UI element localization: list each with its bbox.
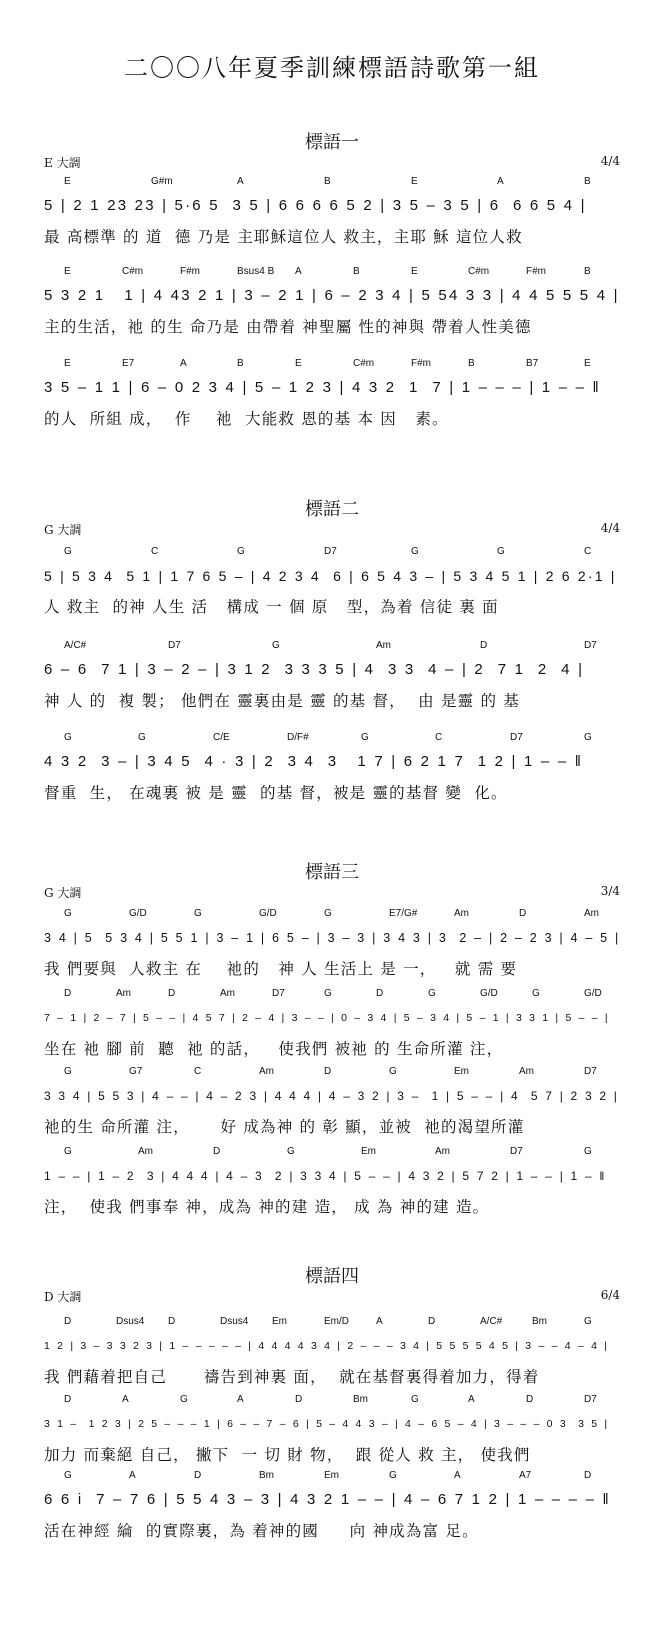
chord-symbol: G [180,1394,188,1405]
chord-symbol: Am [259,1066,274,1077]
chord-symbol: E7/G# [389,908,418,919]
notation-line: 6 6 i 7 – 7 6 | 5 5 4 3 – 3 | 4 3 2 1 – – | 4 – 6 7 1 2 | 1 – – – – ‖ [44,1491,611,1508]
chord-symbol: A [180,358,187,369]
slogan-section [0,858,664,900]
chord-symbol: G [287,1146,295,1157]
music-line [44,546,620,634]
chord-symbol: G [361,732,369,743]
chord-symbol: Bsus4 B [237,266,275,277]
chord-symbol: G [532,988,540,999]
chord-symbol: G [324,908,332,919]
notation-line: 1 – – | 1 – 2 3 | 4 4 4 | 4 – 3 2 | 3 3 4 | 5 – – | 4 3 2 | 5 7 2 | 1 – – | 1 – ‖ [44,1169,607,1183]
chord-line [44,266,620,282]
chord-symbol: Am [116,988,131,999]
chord-symbol: C [435,732,443,743]
chord-symbol: E [295,358,302,369]
chord-symbol: G [324,988,332,999]
chord-symbol: G [389,1470,397,1481]
chord-symbol: Em [272,1316,287,1327]
chord-symbol: D [64,1394,72,1405]
chord-symbol: A [129,1470,136,1481]
key-signature: G 大調 [44,523,82,537]
notation-line: 5 | 2 1 23 23 | 5·6 5 3 5 | 6 6 6 6 5 2 | 3 5 – 3 5 | 6 6 6 5 4 | [44,197,587,214]
chord-symbol: Am [220,988,235,999]
chord-symbol: G [64,546,72,557]
lyric-line: 我 們要與 人救主 在 祂的 神 人 生活上 是 一， 就 需 要 [44,960,518,978]
chord-symbol: Em [324,1470,339,1481]
chord-symbol: D7 [510,1146,523,1157]
chord-symbol: G [584,1316,592,1327]
chord-symbol: A [454,1470,461,1481]
music-line [44,908,620,996]
chord-symbol: G [272,640,280,651]
music-line [44,1316,620,1404]
chord-symbol: D [519,908,527,919]
chord-symbol: A [497,176,504,187]
notation-line: 5 3 2 1 1 | 4 43 2 1 | 3 – 2 1 | 6 – 2 3 4 | 5 54 3 3 | 4 4 5 5 5 4 | [44,287,620,304]
slogan-section [0,495,664,537]
chord-symbol: D [295,1394,303,1405]
chord-symbol: D7 [168,640,181,651]
chord-symbol: E [64,176,71,187]
chord-symbol: G [389,1066,397,1077]
chord-symbol: C#m [122,266,144,277]
chord-symbol: A [122,1394,129,1405]
chord-symbol: Am [376,640,391,651]
key-signature: D 大調 [44,1290,82,1304]
lyric-line: 督重 生， 在魂裏 被 是 靈 的基 督，被是 靈的基督 變 化。 [44,784,508,802]
chord-symbol: Em/D [324,1316,349,1327]
chord-symbol: D7 [584,1394,597,1405]
chord-symbol: D7 [324,546,337,557]
chord-symbol: A [237,176,244,187]
lyric-line: 祂的生 命所灌 注， 好 成為神 的 彰 顯，並被 祂的渴望所灌 [44,1118,525,1136]
slogan-section [0,128,664,170]
chord-symbol: D [213,1146,221,1157]
chord-symbol: D [376,988,384,999]
notation-line: 5 | 5 3 4 5 1 | 1 7 6 5 – | 4 2 3 4 6 | 6 5 4 3 – | 5 3 4 5 1 | 2 6 2·1 | [44,568,617,584]
chord-symbol: B [324,176,331,187]
chord-symbol: B [468,358,475,369]
slogan-section [0,1262,664,1304]
lyric-line: 坐在 祂 腳 前 聽 祂 的話， 使我們 被祂 的 生命所灌 注， [44,1040,504,1058]
chord-symbol: D7 [272,988,285,999]
chord-symbol: G [497,546,505,557]
chord-symbol: D [64,1316,72,1327]
chord-symbol: D [168,988,176,999]
music-line [44,1146,620,1234]
chord-symbol: A [237,1394,244,1405]
chord-line [44,908,620,924]
chord-line [44,640,620,656]
chord-symbol: A [468,1394,475,1405]
time-signature: 3/4 [600,884,620,898]
chord-symbol: D7 [584,1066,597,1077]
chord-symbol: G [64,1146,72,1157]
notation-line: 3 5 – 1 1 | 6 – 0 2 3 4 | 5 – 1 2 3 | 4 3 2 1 7 | 1 – – – | 1 – – ‖ [44,379,601,396]
chord-symbol: G [584,732,592,743]
chord-symbol: A7 [519,1470,532,1481]
notation-line: 1 2 | 3 – 3 3 2 3 | 1 – – – – – | 4 4 4 4 3 4 | 2 – – – 3 4 | 5 5 5 5 4 5 | 3 – – 4 – 4 | [44,1340,610,1352]
music-line [44,266,620,354]
chord-symbol: Em [361,1146,376,1157]
chord-symbol: D/F# [287,732,309,743]
music-line [44,1470,620,1558]
chord-symbol: D [584,1470,592,1481]
chord-symbol: D [324,1066,332,1077]
music-line [44,1066,620,1154]
section-title: 標語二 [305,499,359,520]
music-line [44,1394,620,1482]
chord-symbol: E [411,176,418,187]
time-signature: 6/4 [600,1288,620,1302]
chord-symbol: C [194,1066,202,1077]
chord-symbol: B [584,176,591,187]
lyric-line: 加力 而棄絕 自己， 撇下 一 切 財 物， 跟 從人 救 主， 使我們 [44,1446,531,1464]
chord-symbol: Am [584,908,599,919]
lyric-line: 我 們藉着把自己 禱告到神裏 面， 就在基督裏得着加力，得着 [44,1368,540,1386]
notation-line: 6 – 6 7 1 | 3 – 2 – | 3 1 2 3 3 3 5 | 4 3 3 4 – | 2 7 1 2 4 | [44,661,585,678]
lyric-line: 活在神經 綸 的實際裏，為 着神的國 向 神成為富 足。 [44,1522,479,1540]
notation-line: 4 3 2 3 – | 3 4 5 4 · 3 | 2 3 4 3 1 7 | 6 2 1 7 1 2 | 1 – – ‖ [44,753,584,770]
chord-symbol: G#m [151,176,173,187]
chord-symbol: D [194,1470,202,1481]
chord-symbol: F#m [180,266,200,277]
chord-line [44,176,620,192]
key-signature: G 大調 [44,886,82,900]
chord-symbol: G/D [584,988,602,999]
chord-symbol: E7 [122,358,135,369]
chord-line [44,358,620,374]
music-line [44,358,620,446]
section-title: 標語一 [305,132,359,153]
time-signature: 4/4 [600,154,620,168]
chord-symbol: G [64,732,72,743]
chord-symbol: G [64,908,72,919]
chord-line [44,1066,620,1082]
time-signature: 4/4 [600,521,620,535]
chord-symbol: D [428,1316,436,1327]
chord-symbol: Bm [532,1316,547,1327]
chord-symbol: A/C# [64,640,87,651]
chord-symbol: D [168,1316,176,1327]
chord-symbol: F#m [411,358,431,369]
chord-line [44,1146,620,1162]
chord-symbol: C/E [213,732,230,743]
chord-symbol: Am [519,1066,534,1077]
lyric-line: 主的生活，祂 的生 命乃是 由帶着 神聖屬 性的神與 帶着人性美德 [44,318,532,336]
chord-symbol: B [237,358,244,369]
chord-symbol: A [295,266,302,277]
chord-line [44,1316,620,1332]
chord-symbol: Dsus4 [220,1316,249,1327]
lyric-line: 的人 所組 成， 作 祂 大能救 恩的基 本 因 素。 [44,410,449,428]
chord-symbol: B [353,266,360,277]
key-signature: E 大調 [44,156,81,170]
chord-symbol: Bm [353,1394,368,1405]
chord-symbol: D7 [510,732,523,743]
chord-symbol: Am [435,1146,450,1157]
chord-symbol: G [194,908,202,919]
chord-symbol: G7 [129,1066,143,1077]
chord-symbol: G [64,1066,72,1077]
notation-line: 7 – 1 | 2 – 7 | 5 – – | 4 5 7 | 2 – 4 | 3 – – | 0 – 3 4 | 5 – 3 4 | 5 – 1 | 3 3 1 | 5 – – | [44,1012,610,1024]
chord-symbol: G/D [259,908,277,919]
chord-symbol: Bm [259,1470,274,1481]
chord-symbol: E [584,358,591,369]
chord-symbol: C [584,546,592,557]
chord-symbol: A [376,1316,383,1327]
chord-symbol: D7 [584,640,597,651]
chord-symbol: Am [454,908,469,919]
chord-line [44,1394,620,1410]
chord-symbol: B [584,266,591,277]
music-line [44,988,620,1076]
chord-symbol: D [480,640,488,651]
notation-line: 3 1 – 1 2 3 | 2 5 – – – 1 | 6 – – 7 – 6 | 5 – 4 4 3 – | 4 – 6 5 – 4 | 3 – – – 0 3 3 5 | [44,1418,610,1430]
page-title: 二〇〇八年夏季訓練標語詩歌第一組 [124,54,540,82]
chord-symbol: Dsus4 [116,1316,145,1327]
chord-symbol: G [584,1146,592,1157]
chord-symbol: G [138,732,146,743]
chord-symbol: G/D [480,988,498,999]
section-title: 標語四 [305,1266,359,1287]
chord-symbol: E [411,266,418,277]
lyric-line: 注， 使我 們事奉 神，成為 神的建 造， 成 為 神的建 造。 [44,1198,490,1216]
lyric-line: 人 救主 的神 人生 活 構成 一 個 原 型，為着 信徒 裏 面 [44,598,499,616]
chord-symbol: D [64,988,72,999]
chord-symbol: G [428,988,436,999]
chord-line [44,988,620,1004]
chord-symbol: G [237,546,245,557]
chord-line [44,732,620,748]
notation-line: 3 4 | 5 5 3 4 | 5 5 1 | 3 – 1 | 6 5 – | 3 – 3 | 3 4 3 | 3 2 – | 2 – 2 3 | 4 – 5 | [44,931,621,945]
music-line [44,176,620,264]
chord-symbol: G/D [129,908,147,919]
chord-symbol: A/C# [480,1316,503,1327]
chord-line [44,546,620,562]
chord-symbol: C [151,546,159,557]
chord-symbol: C#m [353,358,375,369]
chord-symbol: Em [454,1066,469,1077]
chord-symbol: G [64,1470,72,1481]
section-title: 標語三 [305,862,359,883]
chord-symbol: Am [138,1146,153,1157]
lyric-line: 神 人 的 複 製； 他們在 靈裏由是 靈 的基 督， 由 是靈 的 基 [44,692,521,710]
chord-symbol: B7 [526,358,539,369]
chord-symbol: G [411,1394,419,1405]
chord-line [44,1470,620,1486]
chord-symbol: D [526,1394,534,1405]
chord-symbol: G [411,546,419,557]
lyric-line: 最 高標準 的 道 德 乃是 主耶穌這位人 救主，主耶 穌 這位人救 [44,228,523,246]
music-line [44,732,620,820]
chord-symbol: F#m [526,266,546,277]
chord-symbol: E [64,358,71,369]
chord-symbol: E [64,266,71,277]
music-line [44,640,620,728]
notation-line: 3 3 4 | 5 5 3 | 4 – – | 4 – 2 3 | 4 4 4 | 4 – 3 2 | 3 – 1 | 5 – – | 4 5 7 | 2 3 2 | [44,1089,620,1103]
chord-symbol: C#m [468,266,490,277]
